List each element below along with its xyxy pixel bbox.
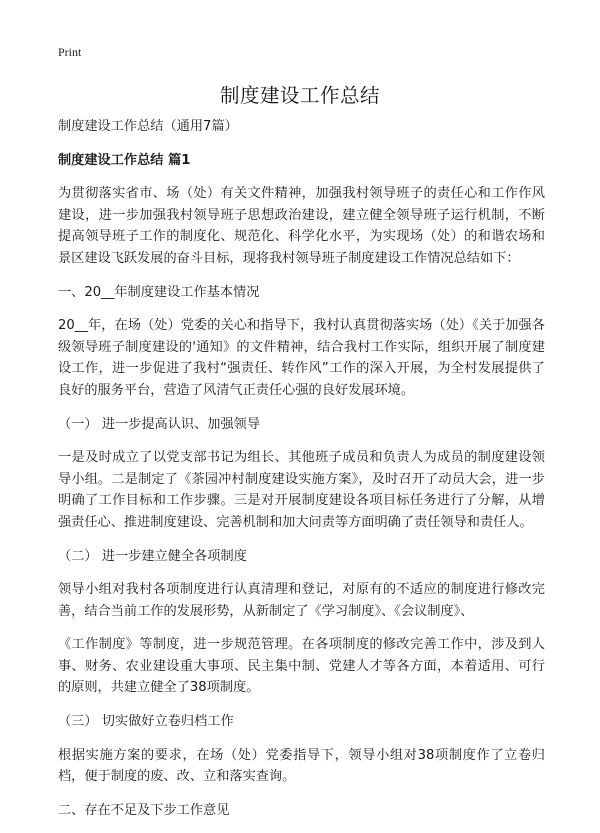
subheading-leadership: （一） 进一步提高认识、加强领导	[58, 416, 261, 432]
heading-basic-situation: 一、20__年制度建设工作基本情况	[58, 284, 260, 300]
subheading-systems: （二） 进一步建立健全各项制度	[58, 548, 247, 564]
print-link[interactable]: Print	[58, 45, 82, 59]
section-heading: 制度建设工作总结 篇1	[58, 152, 191, 168]
paragraph-systems-2: 《工作制度》等制度，进一步规范管理。在各项制度的修改完善工作中，涉及到人事、财务、农业建设重大事项、民主集中制、党建人才等各方面，本着适用、可行的原则，共建立健全了38项制度。	[58, 637, 545, 696]
paragraph-intro: 为贯彻落实省市、场（处）有关文件精神，加强我村领导班子的责任心和工作作风建设，进一步加强我村领导班子思想政治建设，建立健全领导班子运行机制，不断提高领导班子工作的制度化、规范化、科学化水平，为实现场（处）的和谐农场和景区建设飞跃发展的奋斗目标，现将我村领导班子制度建设工作情况总结如下：	[58, 186, 545, 266]
paragraph-leadership: 一是及时成立了以党支部书记为组长、其他班子成员和负责人为成员的制度建设领导小组。二是制定了《茶园冲村制度建设实施方案》，及时召开了动员大会，进一步明确了工作目标和工作步骤。三是对开展制度建设各项目标任务进行了分解，从增强责任心、推进制度建设、完善机制和加大问责等方面明确了责任领导和责任人。	[58, 450, 545, 530]
paragraph-basic-situation: 20__年，在场（处）党委的关心和指导下，我村认真贯彻落实场（处）《关于加强各级领导班子制度建设的'通知》的文件精神，结合我村工作实际，组织开展了制度建设工作，进一步促进了我村“强责任、转作风”工作的深入开展，为全村发展提供了良好的服务平台，营造了风清气正责任心强的良好发展环境。	[58, 318, 545, 398]
subheading-archiving: （三） 切实做好立卷归档工作	[58, 714, 234, 730]
heading-shortcomings: 二、存在不足及下步工作意见	[58, 802, 230, 818]
document-subtitle: 制度建设工作总结（通用7篇）	[58, 119, 238, 134]
document-title: 制度建设工作总结	[219, 84, 380, 107]
paragraph-systems-1: 领导小组对我村各项制度进行认真清理和登记，对原有的不适应的制度进行修改完善，结合当前工作的发展形势，从新制定了《学习制度》、《会议制度》、	[58, 582, 545, 619]
paragraph-archiving: 根据实施方案的要求，在场（处）党委指导下，领导小组对38项制度作了立卷归档，便于制度的废、改、立和落实查询。	[58, 747, 545, 785]
document-body	[58, 116, 545, 833]
